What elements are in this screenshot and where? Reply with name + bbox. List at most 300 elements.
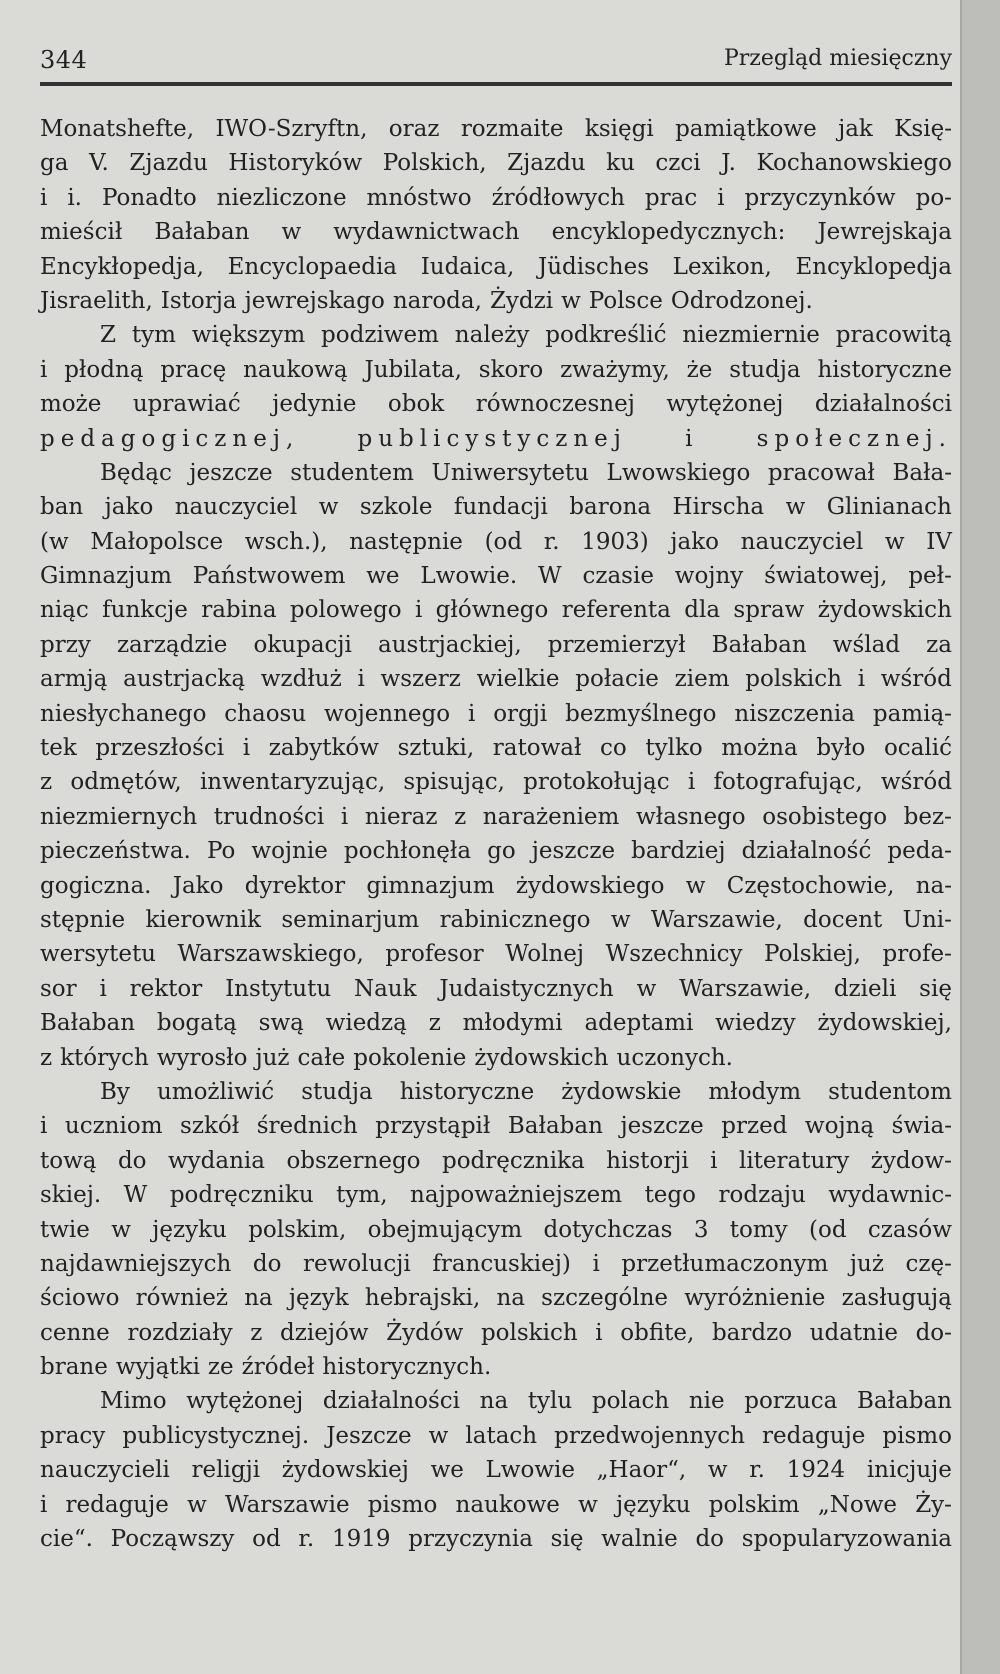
word: armją: [40, 666, 108, 693]
word: ga: [40, 150, 69, 177]
word: wielkie: [476, 666, 560, 693]
word: Lwowskiego: [606, 459, 751, 486]
word: Hirscha: [672, 494, 765, 521]
word: obfite,: [620, 1319, 695, 1346]
word: mnóstwo: [366, 184, 472, 211]
page-header: [40, 46, 952, 86]
word: pismo: [882, 1422, 952, 1449]
word: działalności: [814, 391, 952, 418]
word: wojnie: [251, 838, 328, 865]
word: do: [252, 1250, 282, 1277]
word: we: [430, 1457, 464, 1484]
word: Począwszy: [110, 1526, 235, 1553]
text-line: [40, 559, 952, 593]
word: pracę: [160, 356, 227, 383]
word: było: [816, 735, 866, 762]
word: historyczne: [399, 1078, 535, 1105]
word: przetłumaczonym: [621, 1250, 829, 1277]
word: Lwowie.: [420, 563, 518, 590]
word: młodymi: [462, 1010, 563, 1037]
word: okupacji: [253, 631, 352, 658]
word: i: [717, 184, 725, 211]
word: orgji: [493, 700, 548, 727]
word: Ży-: [915, 1491, 952, 1518]
word: spopularyzowania: [741, 1526, 952, 1553]
word: najdawniejszych: [40, 1250, 232, 1277]
text-line: [40, 112, 952, 146]
word: jako: [104, 494, 154, 521]
word: do: [695, 1526, 725, 1553]
word: wsch.),: [244, 528, 328, 555]
word: rozmaite: [460, 116, 564, 142]
word: tego: [644, 1182, 696, 1209]
word: austrjackiej,: [378, 631, 522, 658]
word: źródłowych: [491, 184, 625, 211]
word: rozdziały: [127, 1319, 233, 1346]
word: bardzo: [711, 1319, 793, 1346]
word: polskich: [745, 666, 842, 693]
word: W: [538, 563, 562, 590]
word: jedynie: [272, 391, 357, 418]
word: Istorja: [160, 287, 237, 314]
word: Po: [206, 838, 236, 865]
running-title: Przegląd miesięczny: [723, 46, 952, 71]
text-line: [40, 903, 952, 937]
text-line: [40, 387, 952, 421]
word: porzuca: [744, 1388, 838, 1415]
text-line: [40, 765, 952, 799]
word: również: [135, 1285, 229, 1312]
word: od: [252, 1526, 281, 1553]
word: i: [467, 700, 476, 727]
word: naukową: [243, 356, 348, 383]
word: cie“.: [40, 1526, 93, 1553]
word: podręczniku: [169, 1182, 314, 1209]
word: Państwowem: [192, 563, 346, 590]
word: jeszcze: [531, 838, 616, 865]
word: i: [857, 666, 866, 693]
word: i: [40, 1113, 48, 1140]
word: najpoważniejszem: [410, 1182, 623, 1209]
word: „Nowe: [817, 1491, 897, 1518]
text-line: [40, 1488, 952, 1522]
text-line: [40, 1247, 952, 1281]
text-line: [40, 1384, 952, 1418]
word: już: [255, 1044, 290, 1071]
word: wszerz: [380, 666, 461, 693]
word: bezmyślnego: [565, 700, 717, 727]
word: Encyclopaedia: [227, 253, 398, 280]
word: niesłychanego: [40, 700, 207, 727]
word: seminarjum: [281, 906, 420, 933]
text-line: [40, 662, 952, 696]
word: czasie: [582, 563, 654, 590]
word: Częstochowie,: [726, 872, 895, 899]
word: Jisraelith,: [40, 287, 153, 314]
word: żydowskiego: [515, 872, 665, 899]
word: podziwem: [321, 322, 439, 349]
adjacent-page-edge: [960, 0, 1000, 1674]
word: austrjacką: [123, 666, 246, 693]
word: prac: [644, 184, 698, 211]
word: z: [454, 803, 467, 830]
word: barona: [569, 494, 652, 521]
word: zabytków: [268, 735, 379, 762]
word: rewolucji: [303, 1250, 411, 1277]
text-line: [40, 731, 952, 765]
word: redaguje: [762, 1422, 866, 1449]
word: profe-: [882, 941, 952, 968]
text-line: [40, 422, 952, 456]
word: pracy: [40, 1422, 106, 1449]
word: tym,: [336, 1182, 388, 1209]
word: Monatshefte,: [40, 116, 195, 142]
word: hebrajski,: [364, 1285, 481, 1312]
text-line: [40, 525, 952, 559]
word: Ponadto: [101, 184, 197, 211]
word: 1924: [786, 1457, 846, 1484]
word: IV: [926, 528, 952, 555]
word: ocalić: [883, 735, 952, 762]
word: własnego: [635, 803, 746, 830]
word: podręcznika: [441, 1147, 585, 1174]
word: 1903): [581, 528, 649, 555]
word: kierownik: [145, 906, 262, 933]
word: w: [610, 906, 631, 933]
header-rule: [40, 82, 952, 86]
word: wojennego: [324, 700, 451, 727]
word: Bałaban: [507, 1113, 603, 1140]
word: Będąc: [100, 459, 172, 486]
word: niezliczone: [216, 184, 347, 211]
word: światowej,: [764, 563, 888, 590]
text-line: [40, 1109, 952, 1143]
word: Historyków: [228, 150, 363, 177]
word: studja: [301, 1078, 373, 1105]
word: żydowskiej,: [817, 1010, 952, 1037]
word: V.: [88, 150, 109, 177]
word: uprawiać: [132, 391, 241, 418]
word: niszczenia: [734, 700, 855, 727]
word: religji: [191, 1457, 261, 1484]
word: i.: [67, 184, 82, 211]
word: po-: [915, 184, 952, 211]
word: Jako: [172, 872, 224, 899]
text-line: [40, 937, 952, 971]
word: czasów: [867, 1216, 952, 1243]
word: wydania: [167, 1147, 265, 1174]
word: polach: [591, 1388, 670, 1415]
word: przedwojennych: [554, 1422, 745, 1449]
word: chaosu: [224, 700, 307, 727]
word: wzdłuż: [260, 666, 342, 693]
word: rektor: [129, 975, 203, 1002]
word: adeptami: [584, 1010, 694, 1037]
word: skoro: [478, 356, 544, 383]
word: Polskiej,: [764, 941, 861, 968]
word: tomy: [729, 1216, 788, 1243]
word: Bałaban: [711, 631, 807, 658]
word: na: [479, 1388, 509, 1415]
text-line: [40, 593, 952, 627]
word: brane: [40, 1354, 108, 1381]
word: spisując,: [403, 769, 505, 796]
word: ban: [40, 494, 84, 521]
word: żydow-: [870, 1147, 952, 1174]
word: inwentaryzując,: [199, 769, 386, 796]
word: że: [686, 356, 713, 383]
word: go: [487, 838, 516, 865]
word: naukowe: [455, 1491, 560, 1518]
text-line: [40, 353, 952, 387]
word: w: [561, 287, 581, 314]
word: co: [600, 735, 627, 762]
word: i: [710, 1147, 718, 1174]
word: odmętów,: [70, 769, 182, 796]
word: peda-: [887, 838, 952, 865]
word: swą: [258, 1010, 304, 1037]
word: 1919: [331, 1526, 391, 1553]
word: żydowskiej: [281, 1457, 409, 1484]
word: w: [318, 494, 339, 521]
text-line: [40, 834, 952, 868]
word: i: [99, 975, 107, 1002]
text-line: [40, 490, 952, 524]
text-line: [40, 697, 952, 731]
word: płodną: [64, 356, 144, 383]
word: na-: [915, 872, 952, 899]
word: spraw: [733, 597, 805, 624]
word: w: [707, 1457, 728, 1484]
word: wytężonej: [666, 391, 784, 418]
word: ziem: [674, 666, 730, 693]
word: polskim: [708, 1491, 800, 1518]
word: w: [428, 1422, 449, 1449]
word: zasługują: [841, 1285, 952, 1312]
word: r.: [543, 528, 560, 555]
word: należy: [454, 322, 530, 349]
word: wojną: [804, 1113, 875, 1140]
word: nie: [688, 1388, 725, 1415]
word: przyczynków: [744, 184, 896, 211]
word: uczniom: [64, 1113, 163, 1140]
word: i: [595, 1319, 603, 1346]
word: wojny: [674, 563, 744, 590]
word: Jubilata,: [364, 356, 462, 383]
word: stępnie: [40, 906, 126, 933]
word: szkole: [359, 494, 433, 521]
word: i: [242, 735, 251, 762]
word: bogatą: [156, 1010, 237, 1037]
word: z: [428, 1010, 441, 1037]
word: wydawnictwach: [333, 219, 520, 246]
word: już: [849, 1250, 884, 1277]
word: dzieli: [833, 975, 897, 1002]
word: Wszechnicy: [605, 941, 743, 968]
word: Instytutu: [225, 975, 332, 1002]
word: Warszawie,: [650, 906, 783, 933]
word: r.: [298, 1526, 315, 1553]
text-line: [40, 800, 952, 834]
word: Glinianach: [826, 494, 952, 521]
word: rabinicznego: [439, 906, 591, 933]
text-line: [40, 1281, 952, 1315]
word: publicystycznej.: [122, 1422, 310, 1449]
word: szczególne: [541, 1285, 669, 1312]
word: walnie: [601, 1526, 678, 1553]
word: wersytetu: [40, 941, 156, 968]
text-line: [40, 318, 952, 352]
word: J.: [721, 150, 736, 177]
word: połacie: [575, 666, 659, 693]
word: Małopolsce: [90, 528, 224, 555]
word: studja: [729, 356, 801, 383]
word: Uni-: [902, 906, 952, 933]
body-text: [40, 112, 952, 1556]
word: tylko: [645, 735, 703, 762]
word: w: [685, 872, 706, 899]
word: wyjątki: [115, 1354, 200, 1381]
word: (w: [40, 528, 69, 555]
word: w: [636, 975, 657, 1002]
word: i: [40, 356, 48, 383]
word: wśród: [880, 769, 952, 796]
word: jeszcze: [620, 1113, 704, 1140]
word: podkreślić: [545, 322, 667, 349]
word: Warszawie,: [679, 975, 812, 1002]
word: świa-: [891, 1113, 952, 1140]
word: w: [111, 1216, 131, 1243]
word: pracowitą: [835, 322, 952, 349]
word: dla: [684, 597, 721, 624]
word: W: [123, 1182, 148, 1209]
word: By: [100, 1078, 130, 1105]
text-line: [40, 1453, 952, 1487]
word: obszernego: [286, 1147, 421, 1174]
text-line: [40, 1041, 952, 1075]
word: w: [785, 494, 806, 521]
word: (od: [484, 528, 523, 555]
word: bez-: [903, 803, 952, 830]
word: pracował: [767, 459, 875, 486]
word: jako: [670, 528, 720, 555]
word: pamią-: [872, 700, 952, 727]
word: języku: [152, 1216, 227, 1243]
word: jewrejskago: [244, 287, 385, 314]
word: język: [288, 1285, 349, 1312]
word: pochłonęła: [343, 838, 472, 865]
word: przeszłości: [95, 735, 225, 762]
word: Księ-: [894, 116, 952, 142]
word: Nauk: [353, 975, 417, 1002]
word: w: [578, 1491, 598, 1518]
word: publicystycznej: [357, 425, 627, 452]
word: przystąpił: [375, 1113, 491, 1140]
word: z: [250, 1319, 263, 1346]
word: i: [340, 803, 349, 830]
word: twie: [40, 1216, 90, 1243]
word: większym: [191, 322, 306, 349]
word: czę-: [905, 1250, 952, 1277]
word: studentem: [290, 459, 414, 486]
word: żydowskich: [474, 1044, 609, 1071]
word: pedagogicznej,: [40, 425, 300, 452]
word: ku: [606, 150, 635, 177]
word: „Haor“,: [596, 1457, 687, 1484]
word: Warszawskiego,: [177, 941, 364, 968]
word: skiej.: [40, 1182, 102, 1209]
word: Zjazdu: [507, 150, 586, 177]
word: Odrodzonej.: [670, 287, 813, 314]
word: szkół: [180, 1113, 240, 1140]
word: działalność: [741, 838, 872, 865]
word: z: [40, 1044, 53, 1071]
word: jeszcze: [189, 459, 273, 486]
text-line: [40, 284, 952, 318]
word: Mimo: [100, 1388, 167, 1415]
text-line: [40, 456, 952, 490]
word: obok: [387, 391, 445, 418]
word: jak: [838, 116, 873, 142]
word: następnie: [349, 528, 463, 555]
word: ściowo: [40, 1285, 120, 1312]
word: wiedzy: [715, 1010, 796, 1037]
word: profesor: [385, 941, 484, 968]
word: przy: [40, 631, 91, 658]
word: Jüdisches: [537, 253, 649, 280]
page-number: 344: [40, 46, 88, 74]
word: przyczynia: [408, 1526, 533, 1553]
word: zważymy,: [560, 356, 670, 383]
word: wśród: [880, 666, 952, 693]
word: działalności: [322, 1388, 461, 1415]
word: Bałaban: [856, 1388, 952, 1415]
word: i: [357, 666, 365, 693]
word: protokołując: [523, 769, 670, 796]
word: polowego: [289, 597, 402, 624]
word: w: [187, 1491, 207, 1518]
text-line: [40, 1350, 952, 1384]
word: fotografując,: [713, 769, 863, 796]
word: Jewrejskaja: [817, 219, 952, 246]
word: Bałaban: [154, 219, 250, 246]
word: Jeszcze: [326, 1422, 412, 1449]
word: udatnie: [809, 1319, 898, 1346]
word: pismo: [367, 1491, 438, 1518]
word: Uniwersytetu: [431, 459, 589, 486]
word: oraz: [388, 116, 440, 142]
word: przemierzył: [547, 631, 686, 658]
word: może: [40, 391, 102, 418]
word: rodzaju: [718, 1182, 806, 1209]
word: i: [685, 425, 699, 452]
word: cenne: [40, 1319, 110, 1346]
word: nauczyciel: [174, 494, 298, 521]
word: studentom: [828, 1078, 952, 1105]
text-line: [40, 1419, 952, 1453]
text-line: [40, 215, 952, 249]
word: umożliwić: [156, 1078, 275, 1105]
word: dyrektor: [244, 872, 346, 899]
text-line: [40, 1213, 952, 1247]
text-line: [40, 869, 952, 903]
word: przed: [721, 1113, 788, 1140]
word: peł-: [908, 563, 952, 590]
word: średnich: [256, 1113, 358, 1140]
word: za: [926, 631, 952, 658]
word: wiedzą: [325, 1010, 407, 1037]
word: Kochanowskiego: [756, 150, 952, 177]
